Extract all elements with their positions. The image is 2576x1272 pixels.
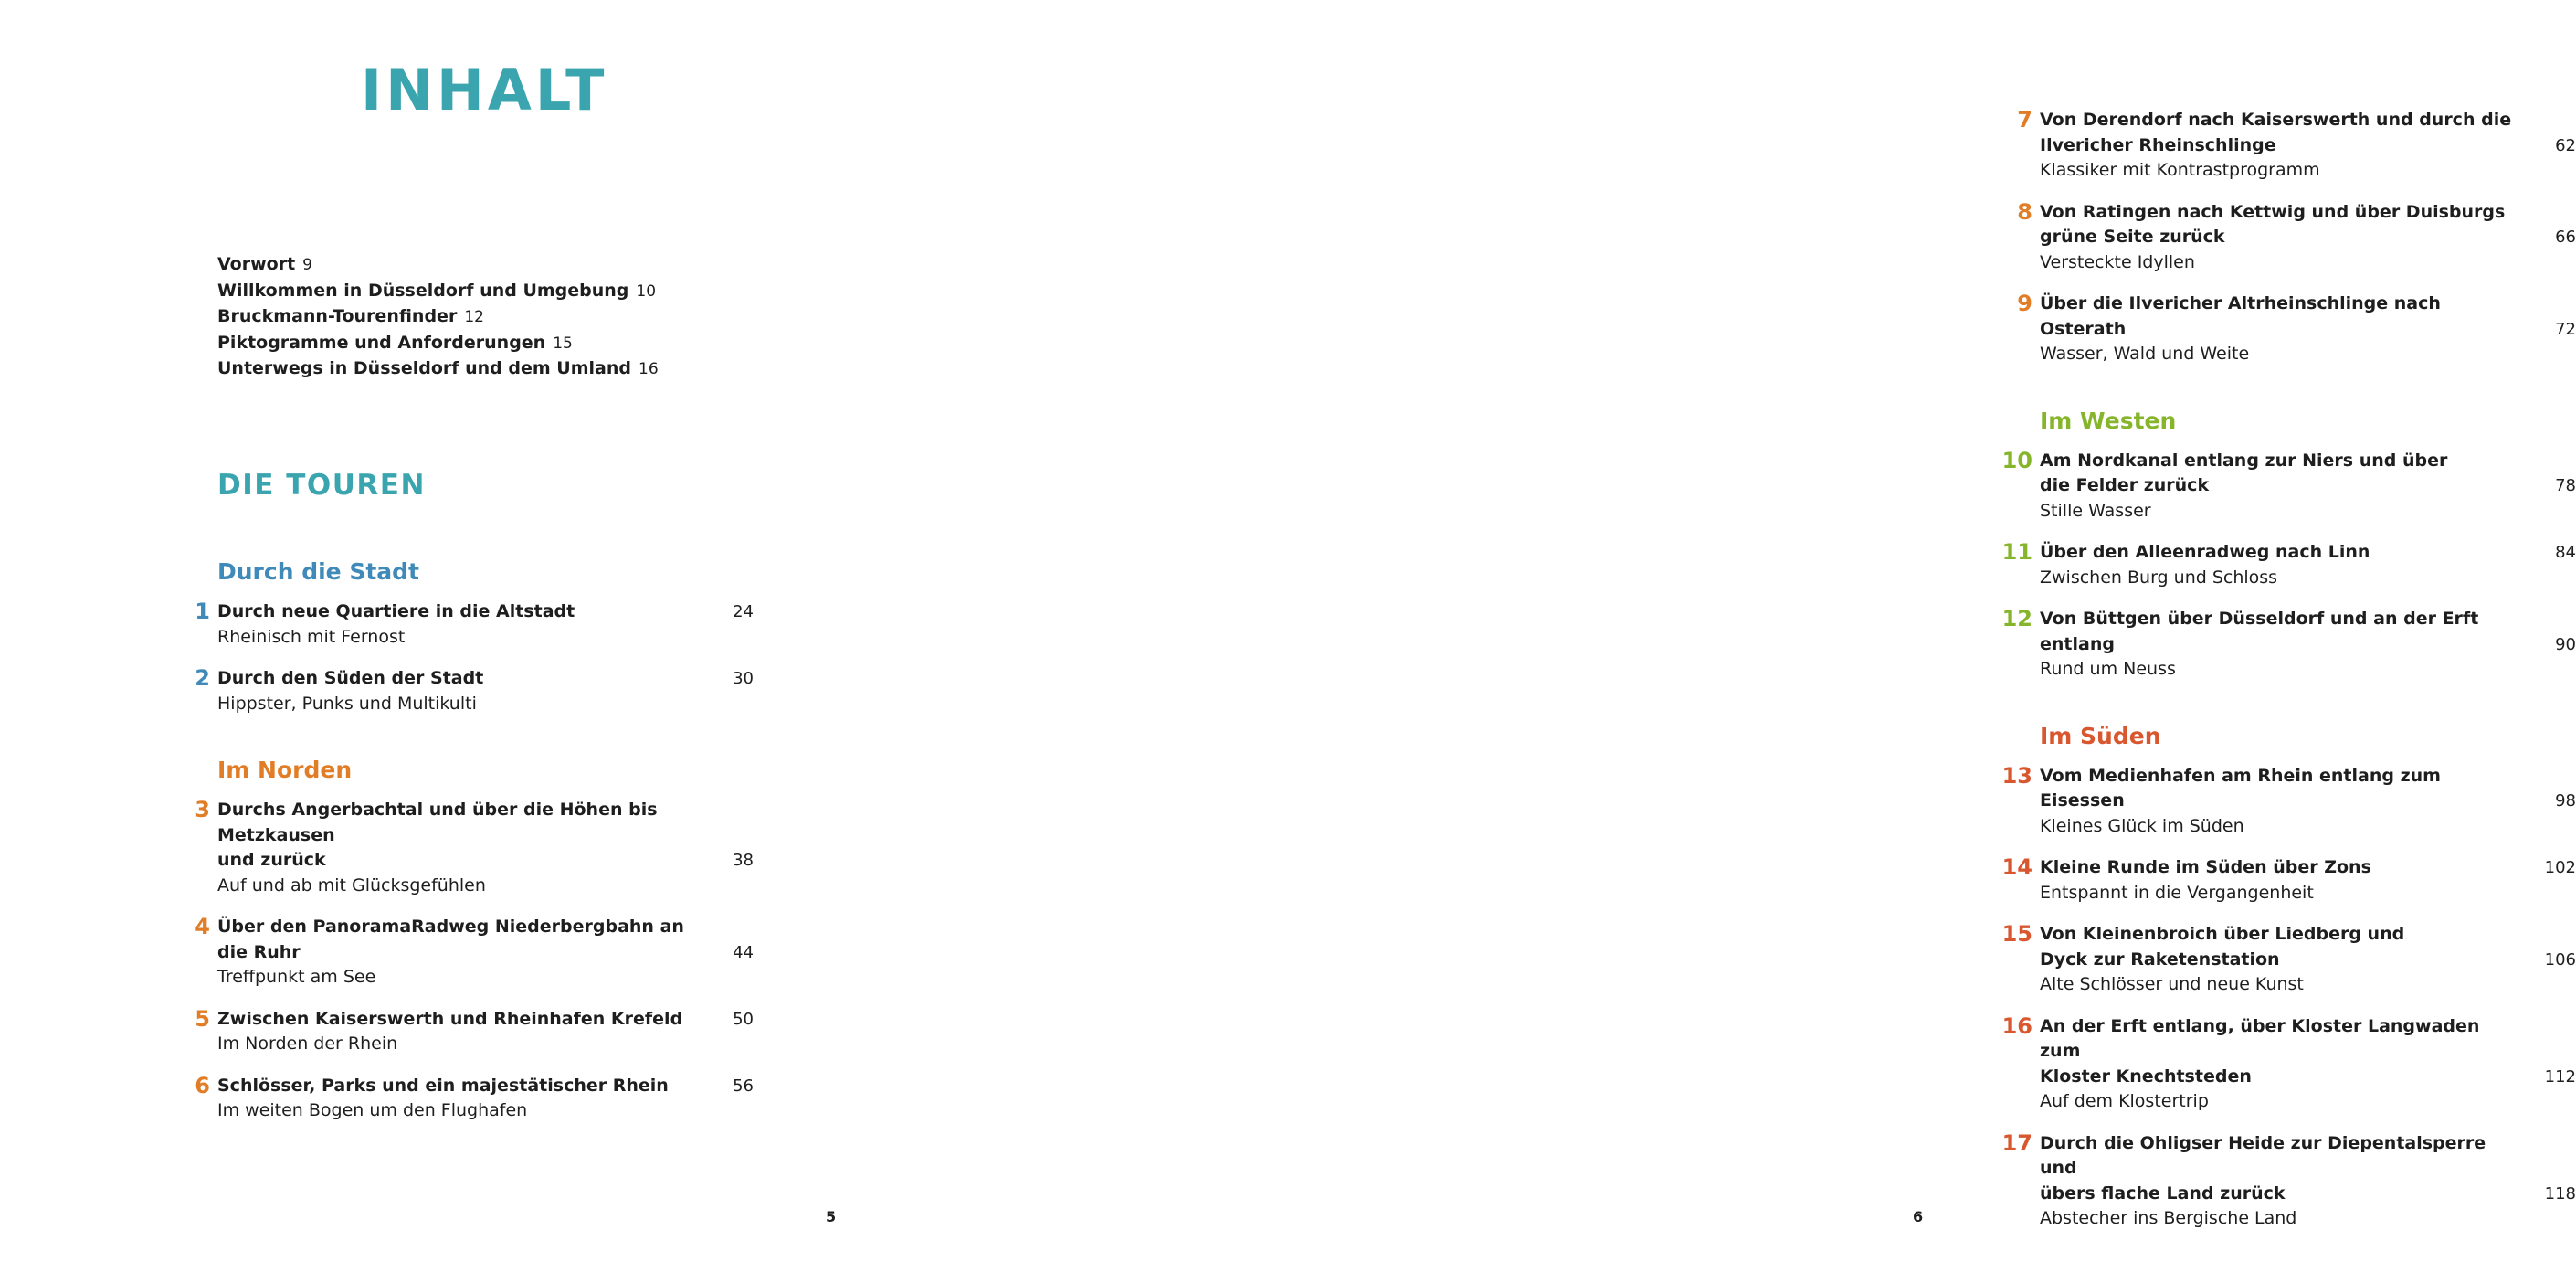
region-durch-die-stadt <box>187 558 754 716</box>
tour-page: 90 <box>2555 634 2576 654</box>
tour-entry-5[interactable] <box>187 1007 754 1057</box>
tour-title: Durch den Süden der Stadt <box>217 668 484 688</box>
tour-number: 7 <box>2017 107 2032 132</box>
tour-entry-9[interactable] <box>2010 292 2576 367</box>
tour-number: 16 <box>2001 1012 2032 1039</box>
tour-number: 10 <box>2001 447 2032 473</box>
tour-entry-8[interactable] <box>2010 200 2576 276</box>
tour-title: Von Büttgen über Düsseldorf und an der Erft entlang <box>2040 609 2479 654</box>
tour-page: 50 <box>733 1009 754 1029</box>
tour-number: 8 <box>2017 198 2032 225</box>
toc-column-right <box>2001 107 2576 1272</box>
front-matter-item[interactable] <box>217 252 659 279</box>
tour-subtitle: Kleines Glück im Süden <box>2040 815 2244 836</box>
tour-subtitle: Im weiten Bogen um den Flughafen <box>217 1100 528 1120</box>
tour-title: Über den Alleenradweg nach Linn <box>2040 542 2370 562</box>
tour-entry-6[interactable] <box>187 1074 754 1124</box>
tour-subtitle: Auf dem Klostertrip <box>2040 1091 2209 1111</box>
front-matter-page: 16 <box>639 360 659 378</box>
tour-title: Über den PanoramaRadweg Niederbergbahn an die Ruhr <box>217 917 684 962</box>
tour-entry-1[interactable] <box>187 599 754 650</box>
tour-number: 11 <box>2001 539 2032 565</box>
tour-number: 12 <box>2001 606 2032 631</box>
tour-title-line2: die Felder zurück <box>2040 475 2210 495</box>
tour-page: 84 <box>2555 543 2576 562</box>
tour-entry-3[interactable] <box>187 798 754 898</box>
tour-entry-13[interactable] <box>2001 762 2576 840</box>
tour-page: 106 <box>2544 949 2576 970</box>
tour-page: 118 <box>2544 1183 2576 1203</box>
tour-page: 102 <box>2544 858 2576 877</box>
front-matter-page: 12 <box>464 308 484 326</box>
front-matter-label: Unterwegs in Düsseldorf und dem Umland <box>217 358 631 378</box>
tour-title-line2: übers flache Land zurück <box>2040 1182 2286 1203</box>
tour-subtitle: Zwischen Burg und Schloss <box>2040 567 2278 588</box>
region-im-sueden <box>2001 722 2576 1232</box>
tour-number: 4 <box>195 914 210 939</box>
tour-page: 112 <box>2544 1066 2576 1086</box>
region-heading: Im Norden <box>217 757 353 783</box>
tour-title: Von Kleinenbroich über Liedberg und <box>2040 924 2405 944</box>
tour-subtitle: Hippster, Punks und Multikulti <box>217 693 477 714</box>
tour-title-line2: Kloster Knechtsteden <box>2040 1065 2252 1086</box>
tour-entry-15[interactable] <box>2001 921 2576 998</box>
tour-subtitle: Treffpunkt am See <box>217 967 376 987</box>
tour-subtitle: Klassiker mit Kontrastprogramm <box>2040 160 2320 180</box>
front-matter-item[interactable] <box>217 304 659 331</box>
front-matter-page: 9 <box>302 256 312 274</box>
tour-page: 78 <box>2555 476 2576 495</box>
tour-page: 56 <box>733 1076 754 1096</box>
tour-page: 72 <box>2555 319 2576 339</box>
front-matter-label: Piktogramme und Anforderungen <box>217 332 546 353</box>
front-matter-label: Bruckmann-Tourenfinder <box>217 306 458 326</box>
tour-entry-10[interactable] <box>2001 447 2576 525</box>
left-page <box>0 0 913 1268</box>
tour-subtitle: Alte Schlösser und neue Kunst <box>2040 974 2304 994</box>
tour-subtitle: Auf und ab mit Glücksgefühlen <box>217 874 486 896</box>
front-matter-item[interactable] <box>217 279 659 305</box>
tour-subtitle: Stille Wasser <box>2040 500 2151 521</box>
tour-number: 9 <box>2017 291 2032 316</box>
tour-number: 2 <box>195 665 210 691</box>
tour-number: 1 <box>195 599 210 624</box>
tour-number: 17 <box>2001 1129 2032 1156</box>
tour-title: Durchs Angerbachtal und über die Höhen bis Metzkausen <box>217 800 658 845</box>
tour-entry-14[interactable] <box>2001 854 2576 906</box>
tour-title: Schlösser, Parks und ein majestätischer Rhein <box>217 1075 669 1096</box>
tour-title: Von Ratingen nach Kettwig und über Duisburgs <box>2040 201 2506 222</box>
tour-page: 38 <box>733 851 754 870</box>
tour-title-line2: Ilvericher Rheinschlinge <box>2040 134 2276 155</box>
tour-title: An der Erft entlang, über Kloster Langwaden zum <box>2040 1015 2480 1061</box>
tour-number: 5 <box>195 1005 210 1032</box>
tour-page: 44 <box>733 942 754 962</box>
tour-page: 98 <box>2555 791 2576 811</box>
tour-subtitle: Im Norden der Rhein <box>217 1034 398 1054</box>
tour-title: Durch neue Quartiere in die Altstadt <box>217 601 575 621</box>
section-title: DIE TOUREN <box>217 469 426 502</box>
tour-entry-16[interactable] <box>2001 1012 2576 1115</box>
tour-subtitle: Versteckte Idyllen <box>2040 251 2195 272</box>
tour-subtitle: Rund um Neuss <box>2040 659 2176 679</box>
tour-page: 30 <box>733 669 754 688</box>
tour-subtitle: Wasser, Wald und Weite <box>2040 344 2250 364</box>
tour-title-line2: grüne Seite zurück <box>2040 227 2225 247</box>
tour-entry-17[interactable] <box>2001 1129 2576 1232</box>
main-title: INHALT <box>361 57 608 123</box>
front-matter-list <box>217 252 659 383</box>
region-im-norden-continued <box>2010 108 2576 367</box>
tour-subtitle: Rheinisch mit Fernost <box>217 626 406 647</box>
tour-number: 3 <box>195 797 210 822</box>
tour-title: Am Nordkanal entlang zur Niers und über <box>2040 450 2448 471</box>
tour-entry-11[interactable] <box>2001 539 2576 590</box>
front-matter-item[interactable] <box>217 331 659 357</box>
tour-page: 62 <box>2555 135 2576 155</box>
tour-title: Über die Ilvericher Altrheinschlinge nach Osterath <box>2040 293 2441 339</box>
region-heading: Im Süden <box>2040 722 2161 749</box>
tour-subtitle: Entspannt in die Vergangenheit <box>2040 882 2314 903</box>
tour-number: 6 <box>195 1072 210 1098</box>
toc-column-left <box>187 558 754 1164</box>
tour-page: 24 <box>733 602 754 621</box>
tour-number: 15 <box>2001 921 2032 947</box>
tour-page: 66 <box>2555 228 2576 247</box>
region-heading: Durch die Stadt <box>217 558 419 585</box>
tour-title: Vom Medienhafen am Rhein entlang zum Eisessen <box>2040 765 2441 811</box>
tour-entry-12[interactable] <box>2001 606 2576 683</box>
region-im-westen <box>2001 407 2576 683</box>
region-heading: Im Westen <box>2040 407 2177 434</box>
tour-entry-7[interactable] <box>2010 108 2576 184</box>
region-im-norden <box>187 757 754 1124</box>
tour-title-line2: und zurück <box>217 850 326 870</box>
tour-title-line2: Dyck zur Raketenstation <box>2040 949 2280 970</box>
front-matter-label: Vorwort <box>217 254 296 274</box>
front-matter-item[interactable] <box>217 356 659 383</box>
tour-number: 13 <box>2001 762 2032 789</box>
front-matter-label: Willkommen in Düsseldorf und Umgebung <box>217 280 629 301</box>
page-number-right: 6 <box>1913 1208 1924 1225</box>
tour-title: Kleine Runde im Süden über Zons <box>2040 857 2371 877</box>
front-matter-page: 15 <box>553 334 573 353</box>
tour-entry-4[interactable] <box>187 915 754 991</box>
tour-title: Durch die Ohligser Heide zur Diepentalsperre und <box>2040 1132 2486 1178</box>
front-matter-page: 10 <box>636 281 657 301</box>
tour-subtitle: Abstecher ins Bergische Land <box>2040 1208 2297 1228</box>
page-number-left: 5 <box>826 1208 837 1225</box>
right-page <box>913 0 2576 1268</box>
tour-number: 14 <box>2001 854 2032 880</box>
tour-title: Zwischen Kaiserswerth und Rheinhafen Krefeld <box>217 1008 683 1029</box>
tour-entry-2[interactable] <box>187 666 754 716</box>
tour-title: Von Derendorf nach Kaiserswerth und durch die <box>2040 110 2512 130</box>
